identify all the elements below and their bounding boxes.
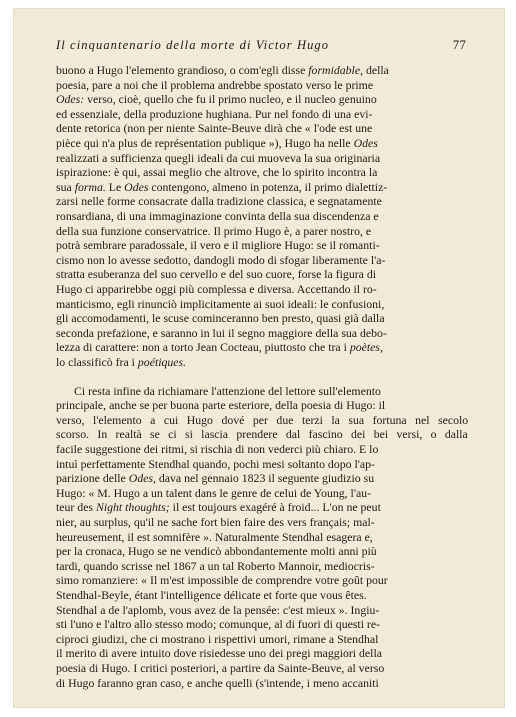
text-line (56, 603, 468, 618)
text-line (56, 355, 468, 370)
italic-text: Odes: (56, 92, 85, 107)
text-line (56, 63, 468, 78)
text-segment: sti l'uno e l'altro allo stesso modo; comunque, al di fuori di questi re- (56, 617, 381, 632)
text-line (56, 297, 468, 312)
text-segment: ispirazione: è qui, assai meglio che altrove, che lo spirito incontra la (56, 165, 378, 180)
text-line (56, 573, 468, 588)
italic-text: Odes (353, 135, 378, 150)
text-segment: lo classificò fra i (56, 354, 138, 369)
text-segment: poesia, pare a noi che il problema andrebbe spostato verso le prime (56, 77, 374, 92)
text-segment: facile suggestione dei ritmi, si rischia di non vederci più chiaro. E lo (56, 442, 379, 457)
text-line (56, 92, 468, 107)
text-segment: buono a Hugo l'elemento grandioso, o com'egli disse (56, 63, 309, 77)
text-segment: verso, cioè, quello che fu il primo nucleo, e il nucleo genuino (84, 92, 377, 107)
text-segment: Le (105, 179, 125, 194)
text-line (56, 121, 468, 136)
text-line (56, 486, 468, 501)
text-line (56, 471, 468, 486)
text-line (56, 632, 468, 647)
italic-text: poétiques. (137, 354, 187, 369)
text-line (56, 107, 468, 122)
text-segment: seconda prefazione, e saranno in lui il segno maggiore della sua debo- (56, 325, 387, 340)
text-segment: principale, anche se per buona parte esteriore, della poesia di Hugo: il (56, 398, 386, 413)
text-segment: intuì perfettamente Stendhal quando, pochi mesi soltanto dopo l'ap- (56, 456, 375, 471)
text-line (56, 617, 468, 632)
text-line (56, 165, 468, 180)
text-segment: stratta esuberanza del suo cervello e del suo cuore, forse la figura di (56, 267, 377, 282)
italic-text: poètes, (349, 340, 383, 355)
italic-text: Night thoughts; (95, 500, 170, 515)
text-line (56, 267, 468, 282)
text-segment: Stendhal-Beyle, étant l'intelligence délicate et forte que vous êtes. (56, 587, 367, 602)
text-line (56, 661, 468, 676)
paragraph (56, 384, 468, 690)
book-page (13, 8, 505, 708)
text-segment: tardi, quando scrisse nel 1867 a un tal Roberto Mannoir, mediocris- (56, 558, 375, 573)
italic-text: forma. (74, 179, 106, 194)
text-segment: cismo non lo avesse sedotto, dandogli modo di sfogar liberamente l'a- (56, 252, 386, 267)
text-segment: heureusement, il est somnifère ». Naturalmente Stendhal esagera e, (56, 529, 373, 544)
body-text (56, 63, 468, 690)
italic-text: Odes, (128, 471, 156, 486)
text-segment: il est toujours exagéré à froid... L'on ne peut (169, 500, 381, 515)
text-segment: ronsardiana, di una immaginazione convinta della sua discendenza e (56, 208, 379, 223)
text-line (56, 384, 468, 399)
text-line (56, 326, 468, 341)
paragraph (56, 63, 468, 369)
text-segment: manticismo, egli rinunciò implicitamente ai suoi ideali: le confusioni, (56, 296, 385, 311)
text-segment: dava nel gennaio 1823 il seguente giudizio su (155, 471, 375, 486)
page-number: 77 (452, 38, 466, 52)
text-segment: realizzati a sufficienza quegli ideali da cui muoveva la sua originaria (56, 150, 381, 165)
text-line (56, 413, 468, 428)
text-line (56, 398, 468, 413)
italic-text: formidable (308, 63, 361, 77)
text-segment: Stendhal a de l'aplomb, vous avez de la pensée: c'est mieux ». Ingiu- (56, 602, 380, 617)
text-line (56, 151, 468, 166)
text-segment: Hugo: « M. Hugo a un talent dans le genre de celui de Young, l'au- (56, 485, 372, 500)
text-line (56, 427, 468, 442)
text-segment: di Hugo faranno gran caso, e anche quelli (s'intende, i meno accaniti (56, 675, 379, 690)
text-segment: scorso. In realtà se ci si lascia prendere dal fascino dei bei versi, o dalla (56, 427, 468, 442)
text-line (56, 457, 468, 472)
text-segment: contengono, almeno in potenza, il primo dialettiz- (148, 179, 388, 194)
text-segment: della sua funzione conservatrice. Il primo Hugo è, a parer nostro, e (56, 223, 372, 238)
text-line (56, 442, 468, 457)
text-line (56, 530, 468, 545)
italic-text: Odes (124, 179, 149, 194)
text-line (56, 515, 468, 530)
text-segment: Ci resta infine da richiamare l'attenzione del lettore sull'elemento (74, 383, 381, 398)
text-line (56, 646, 468, 661)
text-line (56, 311, 468, 326)
text-line (56, 194, 468, 209)
text-line (56, 78, 468, 93)
text-segment: teur des (56, 500, 96, 515)
text-line (56, 180, 468, 195)
running-header (56, 38, 466, 54)
text-line (56, 500, 468, 515)
text-segment: il merito di avere intuito dove risiedesse uno dei pregi maggiori della (56, 646, 382, 661)
text-line (56, 544, 468, 559)
text-segment: pièce qui n'a plus de représentation publique »), Hugo ha nelle (56, 135, 354, 150)
text-segment: lezza di carattere: non a torto Jean Cocteau, piuttosto che tra i (56, 340, 350, 355)
text-line (56, 238, 468, 253)
text-segment: zarsi nelle forme consacrate dalla tradizione classica, e segnatamente (56, 194, 382, 209)
running-title: Il cinquantenario della morte di Victor Hugo (56, 38, 330, 52)
text-line (56, 136, 468, 151)
text-line (56, 588, 468, 603)
text-segment: verso, l'elemento a cui Hugo dové per due terzi la sua fortuna nel secolo (56, 412, 468, 427)
text-line (56, 209, 468, 224)
text-line (56, 253, 468, 268)
text-segment: per la cronaca, Hugo se ne vendicò abbondantemente molti anni più (56, 544, 377, 559)
text-segment: ed essenziale, della produzione hughiana. Pur nel fondo di una evi- (56, 106, 373, 121)
text-segment: nier, au surplus, qu'il ne sache fort bien faire des vers français; mal- (56, 515, 375, 529)
text-segment: Hugo ci apparirebbe oggi più complessa e diversa. Accettando il ro- (56, 281, 377, 296)
text-segment: , della (360, 63, 389, 77)
text-segment: ciproci giudizi, che ci mostrano i rispettivi umori, rimane a Stendhal (56, 631, 379, 646)
text-line (56, 282, 468, 297)
text-segment: poesia di Hugo. I critici posteriori, a partire da Sainte-Beuve, al verso (56, 660, 385, 675)
text-segment: simo romanziere: « Il m'est impossible de comprendre votre goût pour (56, 573, 388, 588)
text-segment: gli accomodamenti, le scuse cominceranno ben presto, quasi già dalla (56, 311, 385, 326)
text-line (56, 224, 468, 239)
text-segment: parizione delle (56, 471, 129, 486)
text-segment: potrà sembrare paradossale, il vero e il migliore Hugo: se il romanti- (56, 238, 380, 253)
text-segment: dente retorica (non per niente Sainte-Beuve dirà che « l'ode est une (56, 121, 373, 136)
text-line (56, 559, 468, 574)
text-line (56, 676, 468, 691)
text-line (56, 340, 468, 355)
text-segment: sua (56, 179, 75, 194)
